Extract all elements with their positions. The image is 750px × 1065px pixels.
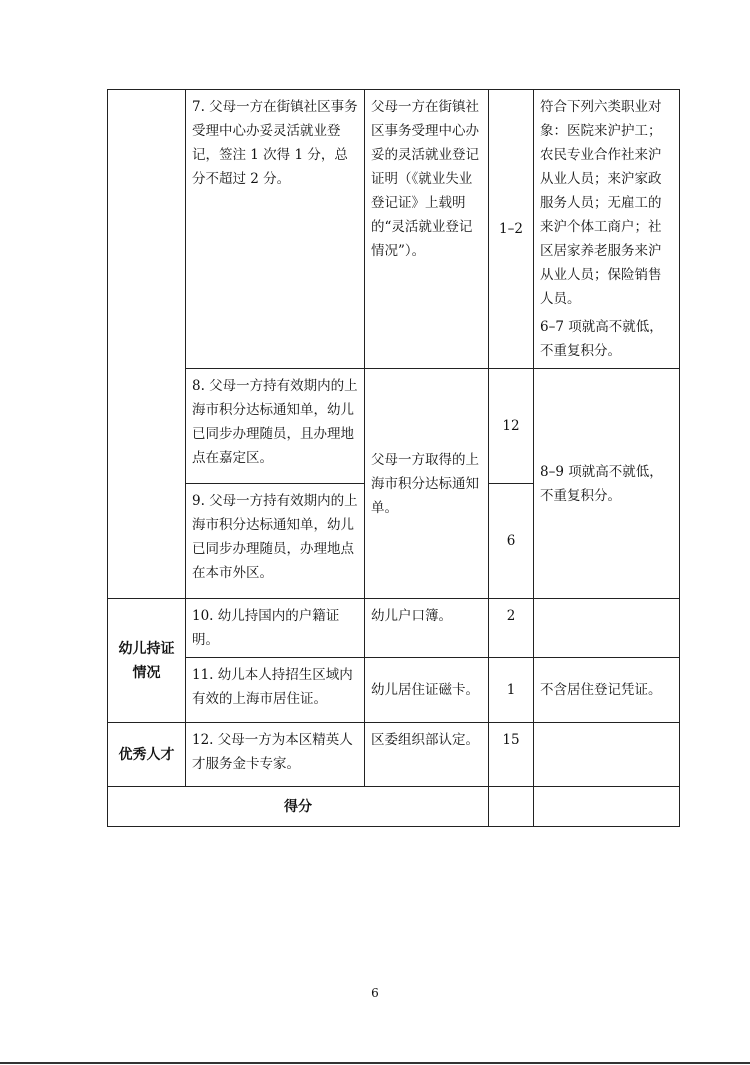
proof-cell: 幼儿居住证磁卡。 [365, 658, 489, 723]
note-cell [534, 599, 680, 658]
score-cell: 2 [489, 599, 534, 658]
category-cell: 优秀人才 [108, 723, 186, 787]
scoring-table [107, 89, 680, 827]
item-cell: 12. 父母一方为本区精英人才服务金卡专家。 [186, 723, 365, 787]
score-cell: 1 [489, 658, 534, 723]
table-row [108, 658, 680, 723]
page-number: 6 [371, 986, 379, 1000]
item-cell: 9. 父母一方持有效期内的上海市积分达标通知单，幼儿已同步办理随员，办理地点在本市外区。 [186, 484, 365, 599]
note-cell: 8–9 项就高不就低，不重复积分。 [534, 369, 680, 599]
proof-cell: 区委组织部认定。 [365, 723, 489, 787]
note-cell [534, 723, 680, 787]
score-cell: 15 [489, 723, 534, 787]
item-cell: 7. 父母一方在街镇社区事务受理中心办妥灵活就业登记，签注 1 次得 1 分，总分不超过 2 分。 [186, 90, 365, 369]
table-row [108, 599, 680, 658]
table-row [108, 723, 680, 787]
category-cell: 幼儿持证情况 [108, 599, 186, 723]
note-cell: 不含居住登记凭证。 [534, 658, 680, 723]
item-cell: 8. 父母一方持有效期内的上海市积分达标通知单，幼儿已同步办理随员，且办理地点在嘉定区。 [186, 369, 365, 484]
table-row [108, 90, 680, 369]
note-text: 6–7 项就高不就低，不重复积分。 [540, 319, 663, 359]
score-cell: 12 [489, 369, 534, 484]
note-text: 符合下列六类职业对象：医院来沪护工；农民专业合作社来沪从业人员；来沪家政服务人员；无雇工的来沪个体工商户；社区居家养老服务来沪从业人员；保险销售人员。 [540, 99, 662, 307]
total-note-cell [534, 787, 680, 827]
note-cell [534, 90, 680, 369]
item-cell: 10. 幼儿持国内的户籍证明。 [186, 599, 365, 658]
bottom-divider [0, 1062, 750, 1064]
table-row [108, 369, 680, 484]
proof-cell: 父母一方取得的上海市积分达标通知单。 [365, 369, 489, 599]
total-label: 得分 [108, 787, 489, 827]
item-cell: 11. 幼儿本人持招生区域内有效的上海市居住证。 [186, 658, 365, 723]
score-cell: 6 [489, 484, 534, 599]
category-cell-empty [108, 90, 186, 599]
total-score-cell [489, 787, 534, 827]
table-row-total [108, 787, 680, 827]
score-cell: 1–2 [489, 90, 534, 369]
proof-cell: 父母一方在街镇社区事务受理中心办妥的灵活就业登记证明（《就业失业登记证》上载明的“灵活就业登记情况”）。 [365, 90, 489, 369]
proof-cell: 幼儿户口簿。 [365, 599, 489, 658]
